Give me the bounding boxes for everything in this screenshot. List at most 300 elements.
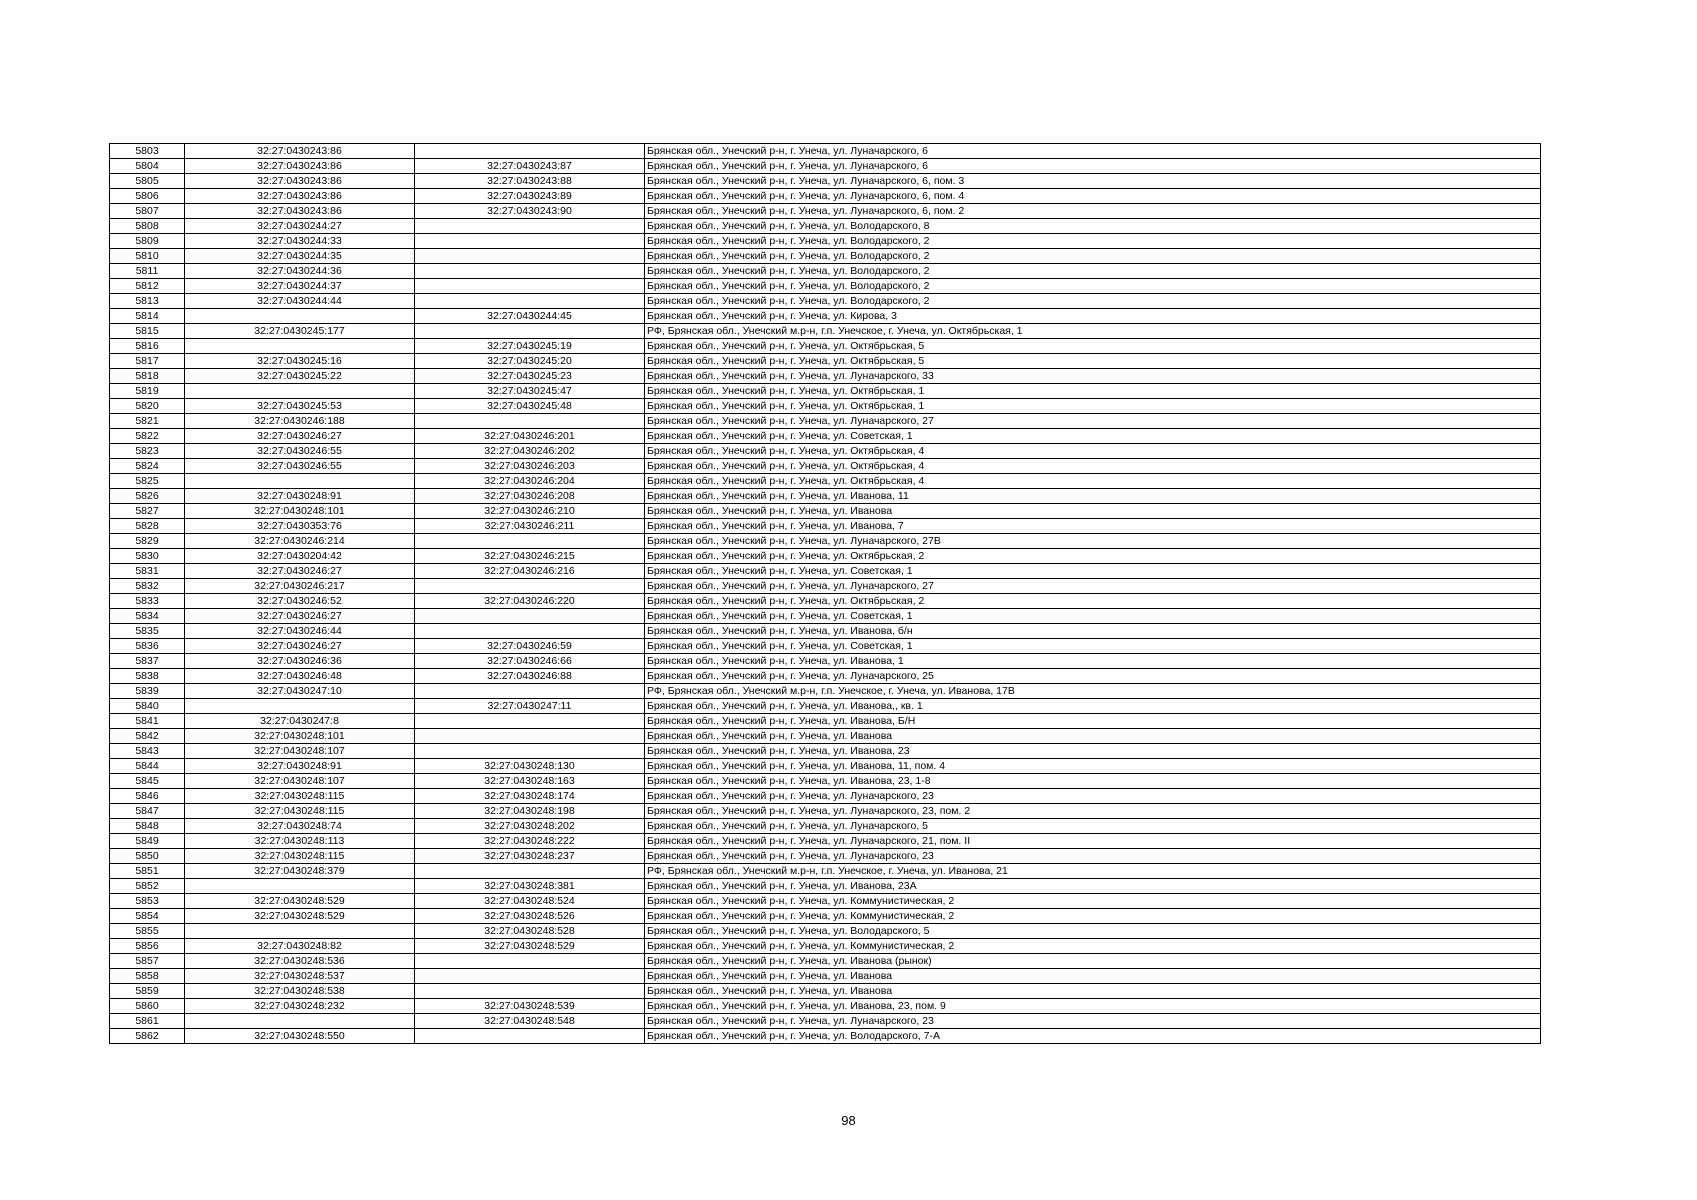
address-cell: Брянская обл., Унечский р-н, г. Унеча, ул. Луначарского, 27 [645, 579, 1541, 594]
address-cell: Брянская обл., Унечский р-н, г. Унеча, ул. Октябрьская, 2 [645, 549, 1541, 564]
table-row [110, 399, 1541, 414]
table-row [110, 909, 1541, 924]
cadastral-number-cell: 32:27:0430244:27 [185, 219, 415, 234]
address-cell: Брянская обл., Унечский р-н, г. Унеча, ул. Володарского, 2 [645, 234, 1541, 249]
address-cell: Брянская обл., Унечский р-н, г. Унеча, ул. Советская, 1 [645, 564, 1541, 579]
table-body [110, 144, 1541, 1044]
linked-cadastral-number-cell: 32:27:0430243:88 [415, 174, 645, 189]
linked-cadastral-number-cell: 32:27:0430246:203 [415, 459, 645, 474]
cadastral-number-cell [185, 699, 415, 714]
linked-cadastral-number-cell: 32:27:0430247:11 [415, 699, 645, 714]
row-number-cell: 5850 [110, 849, 185, 864]
table-row [110, 414, 1541, 429]
row-number-cell: 5845 [110, 774, 185, 789]
cadastral-number-cell: 32:27:0430248:232 [185, 999, 415, 1014]
table-row [110, 429, 1541, 444]
cadastral-number-cell: 32:27:0430353:76 [185, 519, 415, 534]
cadastral-number-cell [185, 924, 415, 939]
cadastral-number-cell: 32:27:0430246:27 [185, 609, 415, 624]
row-number-cell: 5854 [110, 909, 185, 924]
cadastral-number-cell: 32:27:0430248:113 [185, 834, 415, 849]
table-row [110, 384, 1541, 399]
cadastral-number-cell: 32:27:0430244:44 [185, 294, 415, 309]
linked-cadastral-number-cell: 32:27:0430246:202 [415, 444, 645, 459]
address-cell: Брянская обл., Унечский р-н, г. Унеча, ул. Володарского, 2 [645, 249, 1541, 264]
address-cell: Брянская обл., Унечский р-н, г. Унеча, ул. Луначарского, 23 [645, 789, 1541, 804]
table-row [110, 249, 1541, 264]
linked-cadastral-number-cell: 32:27:0430248:163 [415, 774, 645, 789]
table-row [110, 624, 1541, 639]
row-number-cell: 5820 [110, 399, 185, 414]
cadastral-number-cell: 32:27:0430248:107 [185, 744, 415, 759]
address-cell: Брянская обл., Унечский р-н, г. Унеча, ул. Коммунистическая, 2 [645, 894, 1541, 909]
address-cell: Брянская обл., Унечский р-н, г. Унеча, ул. Иванова, 1 [645, 654, 1541, 669]
table-row [110, 744, 1541, 759]
cadastral-number-cell: 32:27:0430248:101 [185, 729, 415, 744]
row-number-cell: 5806 [110, 189, 185, 204]
address-cell: Брянская обл., Унечский р-н, г. Унеча, ул. Иванова, 23 [645, 744, 1541, 759]
linked-cadastral-number-cell: 32:27:0430246:66 [415, 654, 645, 669]
cadastral-number-cell: 32:27:0430246:36 [185, 654, 415, 669]
cadastral-number-cell: 32:27:0430246:55 [185, 459, 415, 474]
cadastral-number-cell: 32:27:0430247:8 [185, 714, 415, 729]
row-number-cell: 5843 [110, 744, 185, 759]
address-cell: Брянская обл., Унечский р-н, г. Унеча, ул. Коммунистическая, 2 [645, 939, 1541, 954]
row-number-cell: 5841 [110, 714, 185, 729]
cadastral-number-cell: 32:27:0430243:86 [185, 189, 415, 204]
row-number-cell: 5846 [110, 789, 185, 804]
linked-cadastral-number-cell: 32:27:0430245:48 [415, 399, 645, 414]
cadastral-number-cell: 32:27:0430245:53 [185, 399, 415, 414]
row-number-cell: 5862 [110, 1029, 185, 1044]
table-row [110, 354, 1541, 369]
address-cell: Брянская обл., Унечский р-н, г. Унеча, ул. Володарского, 7-А [645, 1029, 1541, 1044]
row-number-cell: 5857 [110, 954, 185, 969]
cadastral-number-cell: 32:27:0430245:22 [185, 369, 415, 384]
linked-cadastral-number-cell [415, 729, 645, 744]
linked-cadastral-number-cell [415, 219, 645, 234]
cadastral-number-cell: 32:27:0430248:91 [185, 489, 415, 504]
linked-cadastral-number-cell [415, 264, 645, 279]
table-row [110, 654, 1541, 669]
table-row [110, 774, 1541, 789]
row-number-cell: 5821 [110, 414, 185, 429]
linked-cadastral-number-cell: 32:27:0430248:237 [415, 849, 645, 864]
table-row [110, 759, 1541, 774]
row-number-cell: 5803 [110, 144, 185, 159]
row-number-cell: 5847 [110, 804, 185, 819]
linked-cadastral-number-cell: 32:27:0430248:202 [415, 819, 645, 834]
table-row [110, 489, 1541, 504]
linked-cadastral-number-cell: 32:27:0430245:20 [415, 354, 645, 369]
table-row [110, 579, 1541, 594]
linked-cadastral-number-cell [415, 954, 645, 969]
table-row [110, 159, 1541, 174]
table-row [110, 309, 1541, 324]
address-cell: Брянская обл., Унечский р-н, г. Унеча, ул. Луначарского, 21, пом. II [645, 834, 1541, 849]
table-row [110, 369, 1541, 384]
cadastral-number-cell: 32:27:0430243:86 [185, 204, 415, 219]
table-row [110, 324, 1541, 339]
linked-cadastral-number-cell [415, 609, 645, 624]
linked-cadastral-number-cell [415, 744, 645, 759]
table-row [110, 444, 1541, 459]
linked-cadastral-number-cell: 32:27:0430248:174 [415, 789, 645, 804]
address-cell: Брянская обл., Унечский р-н, г. Унеча, ул. Иванова, 23, пом. 9 [645, 999, 1541, 1014]
table-row [110, 849, 1541, 864]
linked-cadastral-number-cell [415, 414, 645, 429]
cadastral-number-cell: 32:27:0430244:33 [185, 234, 415, 249]
cadastral-number-cell: 32:27:0430243:86 [185, 174, 415, 189]
row-number-cell: 5826 [110, 489, 185, 504]
table-row [110, 549, 1541, 564]
row-number-cell: 5807 [110, 204, 185, 219]
row-number-cell: 5860 [110, 999, 185, 1014]
linked-cadastral-number-cell [415, 294, 645, 309]
linked-cadastral-number-cell: 32:27:0430245:23 [415, 369, 645, 384]
address-cell: Брянская обл., Унечский р-н, г. Унеча, ул. Октябрьская, 5 [645, 354, 1541, 369]
cadastral-number-cell: 32:27:0430248:115 [185, 804, 415, 819]
cadastral-number-cell: 32:27:0430248:115 [185, 849, 415, 864]
address-cell: Брянская обл., Унечский р-н, г. Унеча, ул. Иванова (рынок) [645, 954, 1541, 969]
address-cell: РФ, Брянская обл., Унечский м.р-н, г.п. Унечское, г. Унеча, ул. Иванова, 21 [645, 864, 1541, 879]
row-number-cell: 5852 [110, 879, 185, 894]
address-cell: Брянская обл., Унечский р-н, г. Унеча, ул. Октябрьская, 4 [645, 459, 1541, 474]
table-row [110, 864, 1541, 879]
table-row [110, 174, 1541, 189]
cadastral-number-cell: 32:27:0430248:82 [185, 939, 415, 954]
address-cell: Брянская обл., Унечский р-н, г. Унеча, ул. Октябрьская, 1 [645, 399, 1541, 414]
row-number-cell: 5833 [110, 594, 185, 609]
address-cell: Брянская обл., Унечский р-н, г. Унеча, ул. Володарского, 5 [645, 924, 1541, 939]
address-cell: Брянская обл., Унечский р-н, г. Унеча, ул. Володарского, 2 [645, 279, 1541, 294]
row-number-cell: 5812 [110, 279, 185, 294]
row-number-cell: 5823 [110, 444, 185, 459]
linked-cadastral-number-cell: 32:27:0430246:208 [415, 489, 645, 504]
address-cell: Брянская обл., Унечский р-н, г. Унеча, ул. Октябрьская, 2 [645, 594, 1541, 609]
table-row [110, 279, 1541, 294]
cadastral-number-cell: 32:27:0430244:36 [185, 264, 415, 279]
row-number-cell: 5816 [110, 339, 185, 354]
address-cell: Брянская обл., Унечский р-н, г. Унеча, ул. Володарского, 2 [645, 294, 1541, 309]
table-row [110, 219, 1541, 234]
row-number-cell: 5825 [110, 474, 185, 489]
address-cell: Брянская обл., Унечский р-н, г. Унеча, ул. Луначарского, 6 [645, 144, 1541, 159]
row-number-cell: 5815 [110, 324, 185, 339]
table-row [110, 294, 1541, 309]
table-row [110, 954, 1541, 969]
cadastral-number-cell: 32:27:0430244:35 [185, 249, 415, 264]
cadastral-number-cell: 32:27:0430248:101 [185, 504, 415, 519]
linked-cadastral-number-cell [415, 249, 645, 264]
cadastral-number-cell [185, 309, 415, 324]
address-cell: Брянская обл., Унечский р-н, г. Унеча, ул. Иванова, 23А [645, 879, 1541, 894]
cadastral-number-cell: 32:27:0430248:537 [185, 969, 415, 984]
linked-cadastral-number-cell: 32:27:0430243:90 [415, 204, 645, 219]
row-number-cell: 5828 [110, 519, 185, 534]
table-row [110, 639, 1541, 654]
row-number-cell: 5844 [110, 759, 185, 774]
address-cell: Брянская обл., Унечский р-н, г. Унеча, ул. Коммунистическая, 2 [645, 909, 1541, 924]
linked-cadastral-number-cell [415, 279, 645, 294]
table-row [110, 1014, 1541, 1029]
table-row [110, 879, 1541, 894]
address-cell: Брянская обл., Унечский р-н, г. Унеча, ул. Иванова [645, 969, 1541, 984]
address-cell: РФ, Брянская обл., Унечский м.р-н, г.п. Унечское, г. Унеча, ул. Иванова, 17В [645, 684, 1541, 699]
address-cell: Брянская обл., Унечский р-н, г. Унеча, ул. Иванова [645, 729, 1541, 744]
address-cell: Брянская обл., Унечский р-н, г. Унеча, ул. Советская, 1 [645, 639, 1541, 654]
linked-cadastral-number-cell [415, 579, 645, 594]
row-number-cell: 5804 [110, 159, 185, 174]
address-cell: Брянская обл., Унечский р-н, г. Унеча, ул. Иванова, 23, 1-8 [645, 774, 1541, 789]
row-number-cell: 5811 [110, 264, 185, 279]
cadastral-number-cell: 32:27:0430247:10 [185, 684, 415, 699]
row-number-cell: 5839 [110, 684, 185, 699]
cadastral-number-cell: 32:27:0430248:107 [185, 774, 415, 789]
address-cell: Брянская обл., Унечский р-н, г. Унеча, ул. Октябрьская, 4 [645, 474, 1541, 489]
row-number-cell: 5822 [110, 429, 185, 444]
address-cell: Брянская обл., Унечский р-н, г. Унеча, ул. Октябрьская, 1 [645, 384, 1541, 399]
cadastral-number-cell [185, 339, 415, 354]
cadastral-number-cell: 32:27:0430246:27 [185, 429, 415, 444]
cadastral-number-cell [185, 1014, 415, 1029]
linked-cadastral-number-cell: 32:27:0430248:222 [415, 834, 645, 849]
address-cell: Брянская обл., Унечский р-н, г. Унеча, ул. Иванова, б/н [645, 624, 1541, 639]
table-row [110, 264, 1541, 279]
address-cell: Брянская обл., Унечский р-н, г. Унеча, ул. Луначарского, 6, пом. 4 [645, 189, 1541, 204]
cadastral-table [109, 143, 1541, 1044]
row-number-cell: 5818 [110, 369, 185, 384]
table-row [110, 339, 1541, 354]
cadastral-number-cell: 32:27:0430245:16 [185, 354, 415, 369]
linked-cadastral-number-cell [415, 534, 645, 549]
cadastral-number-cell: 32:27:0430248:550 [185, 1029, 415, 1044]
address-cell: Брянская обл., Унечский р-н, г. Унеча, ул. Луначарского, 6, пом. 3 [645, 174, 1541, 189]
table-row [110, 699, 1541, 714]
linked-cadastral-number-cell: 32:27:0430246:215 [415, 549, 645, 564]
cadastral-number-cell: 32:27:0430248:536 [185, 954, 415, 969]
address-cell: Брянская обл., Унечский р-н, г. Унеча, ул. Луначарского, 25 [645, 669, 1541, 684]
address-cell: Брянская обл., Унечский р-н, г. Унеча, ул. Советская, 1 [645, 609, 1541, 624]
linked-cadastral-number-cell [415, 624, 645, 639]
cadastral-number-cell: 32:27:0430243:86 [185, 159, 415, 174]
address-cell: Брянская обл., Унечский р-н, г. Унеча, ул. Володарского, 2 [645, 264, 1541, 279]
cadastral-number-cell: 32:27:0430248:538 [185, 984, 415, 999]
table-row [110, 519, 1541, 534]
table-row [110, 609, 1541, 624]
row-number-cell: 5809 [110, 234, 185, 249]
cadastral-number-cell: 32:27:0430248:529 [185, 894, 415, 909]
row-number-cell: 5849 [110, 834, 185, 849]
linked-cadastral-number-cell [415, 714, 645, 729]
cadastral-number-cell [185, 384, 415, 399]
row-number-cell: 5859 [110, 984, 185, 999]
row-number-cell: 5827 [110, 504, 185, 519]
row-number-cell: 5835 [110, 624, 185, 639]
row-number-cell: 5831 [110, 564, 185, 579]
row-number-cell: 5848 [110, 819, 185, 834]
cadastral-number-cell [185, 474, 415, 489]
table-row [110, 594, 1541, 609]
linked-cadastral-number-cell [415, 864, 645, 879]
row-number-cell: 5834 [110, 609, 185, 624]
address-cell: Брянская обл., Унечский р-н, г. Унеча, ул. Луначарского, 23 [645, 1014, 1541, 1029]
table-row [110, 459, 1541, 474]
linked-cadastral-number-cell: 32:27:0430246:210 [415, 504, 645, 519]
address-cell: Брянская обл., Унечский р-н, г. Унеча, ул. Иванова [645, 504, 1541, 519]
table-row [110, 714, 1541, 729]
linked-cadastral-number-cell [415, 324, 645, 339]
linked-cadastral-number-cell: 32:27:0430248:130 [415, 759, 645, 774]
linked-cadastral-number-cell: 32:27:0430248:524 [415, 894, 645, 909]
cadastral-number-cell: 32:27:0430248:74 [185, 819, 415, 834]
row-number-cell: 5856 [110, 939, 185, 954]
row-number-cell: 5830 [110, 549, 185, 564]
cadastral-number-cell: 32:27:0430248:115 [185, 789, 415, 804]
table-row [110, 894, 1541, 909]
linked-cadastral-number-cell: 32:27:0430243:89 [415, 189, 645, 204]
cadastral-number-cell: 32:27:0430246:52 [185, 594, 415, 609]
linked-cadastral-number-cell: 32:27:0430246:216 [415, 564, 645, 579]
cadastral-number-cell: 32:27:0430246:44 [185, 624, 415, 639]
table-row [110, 564, 1541, 579]
linked-cadastral-number-cell: 32:27:0430248:198 [415, 804, 645, 819]
row-number-cell: 5810 [110, 249, 185, 264]
linked-cadastral-number-cell: 32:27:0430246:211 [415, 519, 645, 534]
row-number-cell: 5851 [110, 864, 185, 879]
table-row [110, 789, 1541, 804]
cadastral-number-cell: 32:27:0430248:529 [185, 909, 415, 924]
table-row [110, 999, 1541, 1014]
table-row [110, 234, 1541, 249]
linked-cadastral-number-cell [415, 969, 645, 984]
table-row [110, 504, 1541, 519]
address-cell: Брянская обл., Унечский р-н, г. Унеча, ул. Иванова, 7 [645, 519, 1541, 534]
address-cell: Брянская обл., Унечский р-н, г. Унеча, ул. Иванова, 11, пом. 4 [645, 759, 1541, 774]
cadastral-number-cell: 32:27:0430248:379 [185, 864, 415, 879]
row-number-cell: 5836 [110, 639, 185, 654]
linked-cadastral-number-cell: 32:27:0430246:59 [415, 639, 645, 654]
table-row [110, 144, 1541, 159]
linked-cadastral-number-cell: 32:27:0430248:539 [415, 999, 645, 1014]
address-cell: Брянская обл., Унечский р-н, г. Унеча, ул. Луначарского, 5 [645, 819, 1541, 834]
address-cell: Брянская обл., Унечский р-н, г. Унеча, ул. Иванова,, кв. 1 [645, 699, 1541, 714]
address-cell: Брянская обл., Унечский р-н, г. Унеча, ул. Луначарского, 6 [645, 159, 1541, 174]
table-row [110, 729, 1541, 744]
row-number-cell: 5855 [110, 924, 185, 939]
linked-cadastral-number-cell: 32:27:0430246:201 [415, 429, 645, 444]
linked-cadastral-number-cell: 32:27:0430246:204 [415, 474, 645, 489]
linked-cadastral-number-cell: 32:27:0430246:220 [415, 594, 645, 609]
cadastral-number-cell: 32:27:0430204:42 [185, 549, 415, 564]
row-number-cell: 5861 [110, 1014, 185, 1029]
linked-cadastral-number-cell [415, 984, 645, 999]
cadastral-number-cell: 32:27:0430246:55 [185, 444, 415, 459]
address-cell: Брянская обл., Унечский р-н, г. Унеча, ул. Иванова [645, 984, 1541, 999]
row-number-cell: 5808 [110, 219, 185, 234]
row-number-cell: 5853 [110, 894, 185, 909]
address-cell: Брянская обл., Унечский р-н, г. Унеча, ул. Луначарского, 23 [645, 849, 1541, 864]
cadastral-number-cell: 32:27:0430248:91 [185, 759, 415, 774]
cadastral-number-cell [185, 879, 415, 894]
linked-cadastral-number-cell: 32:27:0430243:87 [415, 159, 645, 174]
cadastral-number-cell: 32:27:0430246:217 [185, 579, 415, 594]
table-row [110, 474, 1541, 489]
row-number-cell: 5824 [110, 459, 185, 474]
address-cell: Брянская обл., Унечский р-н, г. Унеча, ул. Володарского, 8 [645, 219, 1541, 234]
cadastral-number-cell: 32:27:0430246:188 [185, 414, 415, 429]
linked-cadastral-number-cell [415, 144, 645, 159]
address-cell: Брянская обл., Унечский р-н, г. Унеча, ул. Луначарского, 23, пом. 2 [645, 804, 1541, 819]
row-number-cell: 5832 [110, 579, 185, 594]
row-number-cell: 5805 [110, 174, 185, 189]
table-row [110, 834, 1541, 849]
cadastral-number-cell: 32:27:0430245:177 [185, 324, 415, 339]
cadastral-number-cell: 32:27:0430246:27 [185, 639, 415, 654]
table-row [110, 924, 1541, 939]
row-number-cell: 5838 [110, 669, 185, 684]
linked-cadastral-number-cell: 32:27:0430244:45 [415, 309, 645, 324]
row-number-cell: 5837 [110, 654, 185, 669]
linked-cadastral-number-cell: 32:27:0430248:526 [415, 909, 645, 924]
table-row [110, 939, 1541, 954]
table-row [110, 819, 1541, 834]
address-cell: Брянская обл., Унечский р-н, г. Унеча, ул. Луначарского, 6, пом. 2 [645, 204, 1541, 219]
cadastral-number-cell: 32:27:0430246:48 [185, 669, 415, 684]
linked-cadastral-number-cell [415, 234, 645, 249]
address-cell: Брянская обл., Унечский р-н, г. Унеча, ул. Кирова, 3 [645, 309, 1541, 324]
row-number-cell: 5813 [110, 294, 185, 309]
cadastral-number-cell: 32:27:0430243:86 [185, 144, 415, 159]
row-number-cell: 5819 [110, 384, 185, 399]
table-row [110, 534, 1541, 549]
table-row [110, 204, 1541, 219]
address-cell: Брянская обл., Унечский р-н, г. Унеча, ул. Октябрьская, 4 [645, 444, 1541, 459]
cadastral-number-cell: 32:27:0430246:27 [185, 564, 415, 579]
row-number-cell: 5817 [110, 354, 185, 369]
table-row [110, 669, 1541, 684]
address-cell: Брянская обл., Унечский р-н, г. Унеча, ул. Луначарского, 27В [645, 534, 1541, 549]
table-row [110, 189, 1541, 204]
row-number-cell: 5814 [110, 309, 185, 324]
row-number-cell: 5842 [110, 729, 185, 744]
address-cell: Брянская обл., Унечский р-н, г. Унеча, ул. Иванова, Б/Н [645, 714, 1541, 729]
linked-cadastral-number-cell: 32:27:0430248:548 [415, 1014, 645, 1029]
table-row [110, 969, 1541, 984]
linked-cadastral-number-cell: 32:27:0430245:19 [415, 339, 645, 354]
cadastral-number-cell: 32:27:0430246:214 [185, 534, 415, 549]
cadastral-number-cell: 32:27:0430244:37 [185, 279, 415, 294]
address-cell: Брянская обл., Унечский р-н, г. Унеча, ул. Иванова, 11 [645, 489, 1541, 504]
address-cell: Брянская обл., Унечский р-н, г. Унеча, ул. Луначарского, 27 [645, 414, 1541, 429]
table-row [110, 984, 1541, 999]
page-number: 98 [841, 1113, 856, 1128]
table-row [110, 804, 1541, 819]
linked-cadastral-number-cell: 32:27:0430248:528 [415, 924, 645, 939]
row-number-cell: 5829 [110, 534, 185, 549]
row-number-cell: 5858 [110, 969, 185, 984]
linked-cadastral-number-cell: 32:27:0430246:88 [415, 669, 645, 684]
linked-cadastral-number-cell [415, 1029, 645, 1044]
address-cell: РФ, Брянская обл., Унечский м.р-н, г.п. Унечское, г. Унеча, ул. Октябрьская, 1 [645, 324, 1541, 339]
linked-cadastral-number-cell: 32:27:0430248:529 [415, 939, 645, 954]
address-cell: Брянская обл., Унечский р-н, г. Унеча, ул. Луначарского, 33 [645, 369, 1541, 384]
address-cell: Брянская обл., Унечский р-н, г. Унеча, ул. Советская, 1 [645, 429, 1541, 444]
table-row [110, 684, 1541, 699]
table-row [110, 1029, 1541, 1044]
linked-cadastral-number-cell [415, 684, 645, 699]
address-cell: Брянская обл., Унечский р-н, г. Унеча, ул. Октябрьская, 5 [645, 339, 1541, 354]
